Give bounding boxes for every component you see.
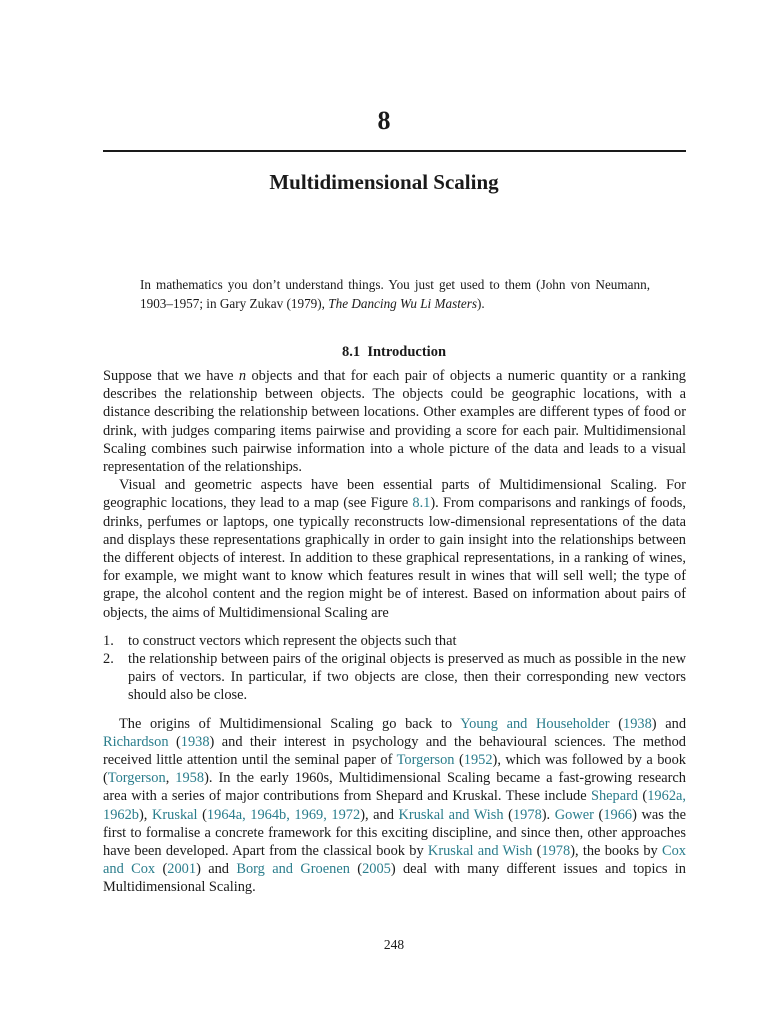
citation-year-link[interactable]: 2005 — [362, 861, 391, 878]
paragraph-3-text: , — [165, 770, 176, 787]
citation-link[interactable]: Cox and Cox — [103, 843, 687, 878]
citation-link[interactable]: Richardson — [103, 733, 169, 750]
paragraph-2-text-a: Visual and geometric aspects have been essential parts of Multidimensional Scaling. For geographic locations, they lead to a map (see Figure — [103, 477, 686, 512]
citation-year-link[interactable]: 1966 — [603, 806, 633, 823]
page-number: 248 — [383, 937, 405, 952]
variable-n: n — [238, 368, 247, 384]
paragraph-3-text: ( — [349, 861, 363, 878]
citation-year-link[interactable]: 1958 — [175, 770, 205, 787]
citation-year-link[interactable]: 1962a, 1962b — [103, 788, 687, 823]
paragraph-3-text: ( — [609, 715, 624, 732]
paragraph-3-text: ( — [197, 806, 207, 823]
citation-year-link[interactable]: 1938 — [180, 733, 210, 750]
section-title: Introduction — [367, 344, 447, 360]
paragraph-3-text: ). In the early 1960s, Multidimensional Scaling became a fast-growing research area with a series of major contributions from Shepard and Kruskal. These include — [103, 770, 686, 805]
citation-year-link[interactable]: 1978 — [512, 806, 542, 823]
paragraph-3-text: ( — [503, 806, 513, 823]
chapter-title: Multidimensional Scaling — [269, 170, 499, 194]
epigraph-end: ). — [477, 295, 485, 311]
list-item-text: the relationship between pairs of the original objects is preserved as much as possible in the new pairs of vectors. In particular, if two objects are close, then their corresponding new vectors should also be close. — [128, 651, 686, 704]
paragraph-3-text: ( — [155, 861, 168, 878]
section-number: 8.1 — [341, 344, 361, 360]
list-item — [103, 650, 686, 705]
paragraph-3-text: ) deal with many different issues and topics in Multidimensional Scaling. — [103, 861, 687, 896]
paragraph-3-text: ). — [541, 806, 555, 823]
paragraph-3-text: ( — [532, 843, 542, 860]
body-text — [103, 367, 686, 897]
citation-link[interactable]: Torgerson — [107, 770, 166, 787]
list-item-number: 1. — [103, 632, 114, 649]
citation-year-link[interactable]: 1978 — [541, 843, 571, 860]
paragraph-3 — [103, 715, 686, 897]
paragraph-2-text-b: ). From comparisons and rankings of foods, drinks, perfumes or laptops, one typically reconstructs low-dimensional representations of the data and displays these representations graphically in order to gain insight into the relationships between the different objects of interest. In addition to these graphical representations, in a ranking of wines, for example, we might want to know which features result in wines that will sell well; the type of grape, the alcohol content and the region might be of interest. Based on information about pairs of objects, the aims of Multidimensional Scaling are — [103, 495, 686, 621]
citation-link[interactable]: Kruskal and Wish — [427, 843, 533, 860]
citation-link[interactable]: Kruskal and Wish — [398, 806, 504, 823]
epigraph — [140, 276, 650, 313]
citation-link[interactable]: Kruskal — [151, 806, 198, 823]
paragraph-1 — [103, 367, 686, 476]
paragraph-3-text: ( — [168, 733, 181, 750]
epigraph-book-title: The Dancing Wu Li Masters — [328, 295, 477, 311]
citation-link[interactable]: Borg and Groenen — [236, 861, 350, 878]
chapter-number: 8 — [377, 106, 391, 135]
citation-year-link[interactable]: 2001 — [167, 861, 197, 878]
section-heading — [0, 342, 768, 362]
paragraph-2 — [103, 476, 686, 622]
epigraph-text: In mathematics you don’t understand things. You just get used to them (John von Neumann, 1903–1957; in Gary Zukav (1979), — [140, 277, 650, 311]
paragraph-3-text: ), which was followed by a book ( — [103, 752, 686, 787]
paragraph-1-text-a: Suppose that we have — [103, 368, 239, 384]
paragraph-1-text-b: objects and that for each pair of objects a numeric quantity or a ranking describes the relationship between objects. The objects could be geographic locations, with a distance describing the relationship between locations. Other examples are different types of food or drink, with judges comparing items pairwise and providing a score for each pair. Multidimensional Scaling combines such pairwise information into a whole picture of the data and leads to a visual representation of the relationships. — [103, 368, 686, 476]
chapter-rule — [103, 150, 686, 152]
paragraph-3-text: ) and — [651, 715, 687, 732]
paragraph-3-text: ( — [454, 752, 464, 769]
citation-link[interactable]: Shepard — [590, 788, 639, 805]
citation-link[interactable]: Young and Householder — [460, 715, 610, 732]
list-item-number: 2. — [103, 651, 114, 668]
list-item — [103, 632, 686, 650]
paragraph-3-text: ( — [593, 806, 604, 823]
figure-link[interactable]: 8.1 — [412, 495, 431, 512]
paragraph-3-text: ) and their interest in psychology and the behavioural sciences. The method received little attention until the seminal paper of — [103, 733, 686, 769]
aims-list — [103, 632, 686, 705]
citation-link[interactable]: Gower — [554, 806, 594, 823]
citation-year-link[interactable]: 1952 — [463, 752, 493, 769]
citation-year-link[interactable]: 1938 — [623, 715, 652, 732]
paragraph-3-text: ( — [638, 788, 648, 805]
paragraph-3-text: ), and — [360, 806, 399, 823]
citation-year-link[interactable]: 1964a, 1964b, 1969, 1972 — [206, 806, 361, 823]
paragraph-3-text: ) was the first to formalise a concrete framework for this exciting discipline, and since then, other approaches have been developed. Apart from the classical book by — [103, 806, 687, 860]
paragraph-3-text: ), the books by — [570, 843, 663, 860]
list-item-text: to construct vectors which represent the objects such that — [128, 632, 457, 649]
citation-link[interactable]: Torgerson — [396, 752, 455, 769]
paragraph-3-text: ), — [138, 806, 152, 823]
paragraph-3-text: The origins of Multidimensional Scaling go back to — [119, 715, 461, 732]
paragraph-3-text: ) and — [196, 861, 237, 878]
